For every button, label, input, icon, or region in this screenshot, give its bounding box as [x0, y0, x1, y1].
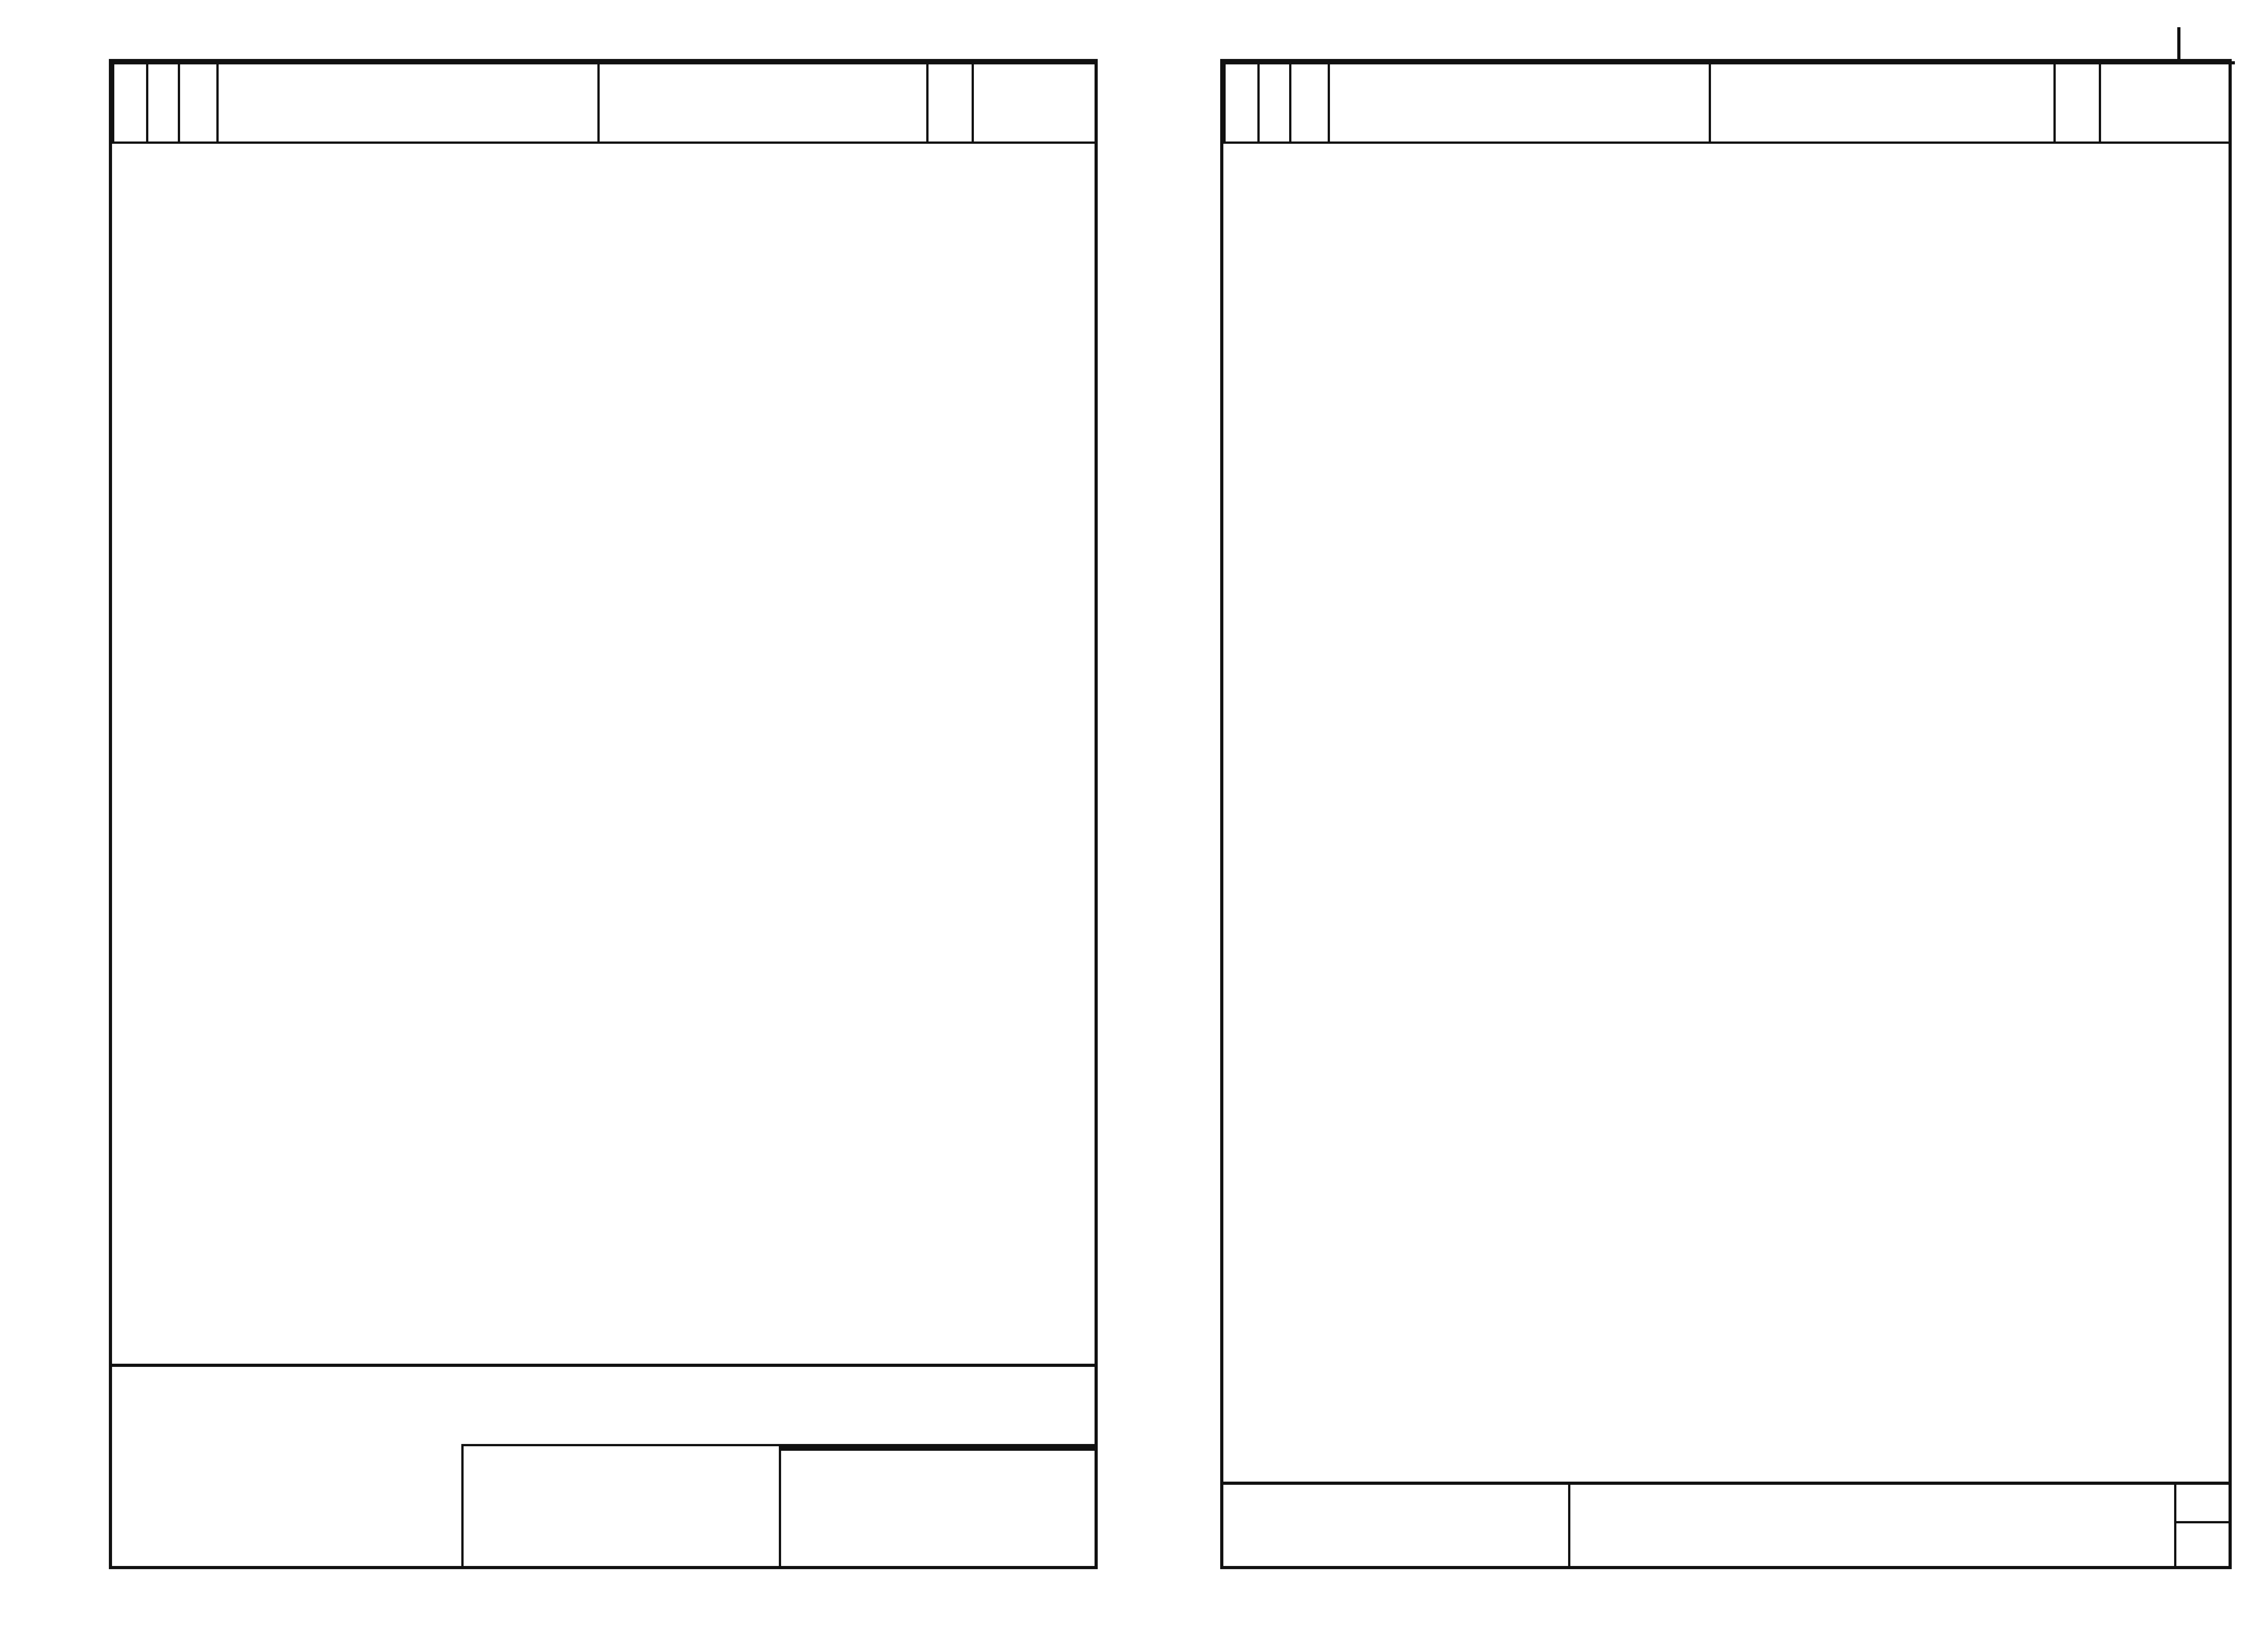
header-qty: [2055, 63, 2100, 143]
header-designation: [1329, 63, 1710, 143]
org-ministry: [781, 1451, 1097, 1455]
header-pos: [179, 63, 218, 143]
left-header-row: [113, 63, 1096, 143]
header-format: [113, 63, 147, 143]
header-qty: [928, 63, 973, 143]
right-doc-code: [1568, 1485, 2174, 1569]
left-title-block: [112, 1364, 1095, 1569]
right-title-block: [1223, 1482, 2229, 1569]
header-pos: [1290, 63, 1329, 143]
right-sheet-cell: [2174, 1485, 2231, 1569]
header-note: [973, 63, 1096, 143]
header-zone: [1259, 63, 1290, 143]
header-note: [2100, 63, 2230, 143]
right-sheet-label: [2176, 1485, 2231, 1523]
right-header-row: [1225, 63, 2230, 143]
side-stamp-column: [1175, 798, 1220, 1569]
right-sheet: [1220, 59, 2232, 1569]
header-name: [1710, 63, 2055, 143]
left-title-cell: [461, 1444, 781, 1569]
right-spec-table: [1223, 62, 2231, 144]
header-name: [599, 63, 928, 143]
left-title-line1: [464, 1446, 781, 1455]
header-designation: [218, 63, 599, 143]
left-spec-table: [112, 62, 1097, 144]
header-format: [1225, 63, 1259, 143]
left-org-cell: [779, 1444, 1097, 1569]
left-sheet: [109, 59, 1098, 1569]
header-zone: [147, 63, 179, 143]
